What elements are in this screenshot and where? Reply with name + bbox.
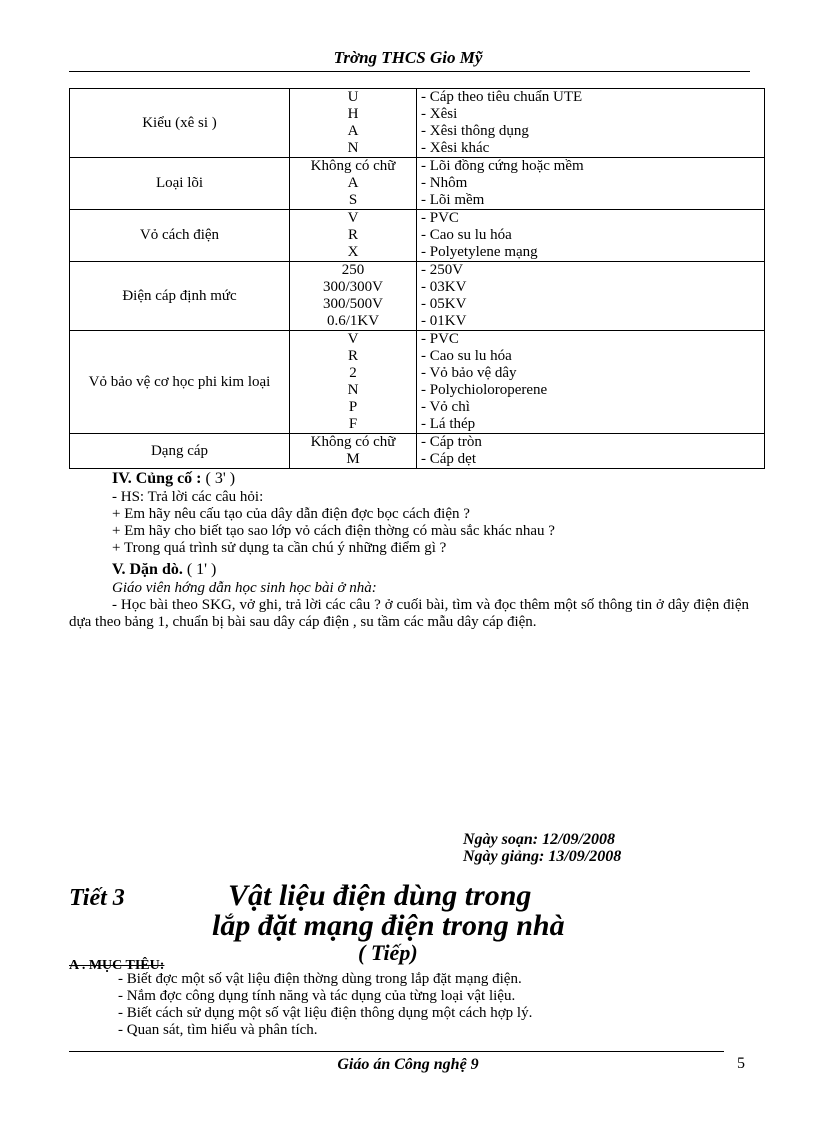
code: A [347, 175, 359, 191]
code: V [347, 210, 359, 226]
code: 250 [341, 262, 365, 278]
row-label: Vỏ bảo vệ cơ học phi kim loại [70, 331, 290, 434]
table-row [70, 262, 765, 331]
meaning: - Cáp dẹt [421, 451, 476, 467]
section-4-time: ( 3' ) [205, 470, 236, 487]
code: N [347, 382, 359, 398]
date-taught: Ngày giảng: 13/09/2008 [463, 848, 622, 865]
code: F [348, 416, 358, 432]
lesson-dates [463, 831, 621, 865]
meaning: - Lõi đồng cứng hoặc mềm [421, 158, 584, 174]
code: 2 [349, 365, 357, 381]
row-meanings [417, 434, 765, 469]
section-5-time: ( 1' ) [186, 561, 217, 578]
code: A [347, 123, 359, 139]
section-4-line: + Em hãy nêu cấu tạo của dây dẫn điện đợc bọc cách điện ? [112, 506, 470, 522]
code: U [347, 89, 359, 105]
table-row [70, 434, 765, 469]
code: R [347, 227, 358, 243]
section-5-paragraph [69, 597, 749, 631]
section-5-title: V. Dặn dò. [112, 561, 183, 578]
row-codes [290, 210, 417, 262]
objective-item: - Biết cách sử dụng một số vật liệu điện thông dụng một cách hợp lý. [118, 1005, 533, 1021]
meaning: - Cáp tròn [421, 434, 482, 450]
lesson-title-line-1: Vật liệu điện dùng trong [228, 879, 532, 912]
section-5-heading [112, 561, 216, 578]
meaning: - Vỏ bảo vệ dây [421, 365, 517, 381]
row-meanings [417, 210, 765, 262]
objective-item: - Nắm đợc công dụng tính năng và tác dụng của từng loại vật liệu. [118, 988, 516, 1004]
page-number: 5 [737, 1055, 745, 1072]
section-5-text: - Học bài theo SKG, vở ghi, trả lời các câu ? ở cuối bài, tìm và đọc thêm một số thông tin ở dây điện điện dựa theo bảng 1, chuẩn bị bài sau dây cáp điện , su tầm các mẫu dây cáp điện. [69, 597, 749, 630]
section-4-line: - HS: Trả lời các câu hỏi: [112, 489, 264, 505]
meaning: - Xêsi [421, 106, 458, 122]
table-row [70, 210, 765, 262]
code: P [348, 399, 358, 415]
code: 300/300V [323, 279, 383, 295]
code: X [347, 244, 359, 260]
row-meanings [417, 331, 765, 434]
row-label: Vỏ cách điện [70, 210, 290, 262]
table-row [70, 89, 765, 158]
meaning: - Nhôm [421, 175, 468, 191]
header-school-name: Trờng THCS Gio Mỹ [333, 48, 483, 67]
code: V [347, 331, 359, 347]
footer-title: Giáo án Công nghệ 9 [337, 1056, 479, 1073]
section-4-line: + Trong quá trình sử dụng ta cần chú ý những điểm gì ? [112, 540, 447, 556]
meaning: - Cáp theo tiêu chuẩn UTE [421, 89, 583, 105]
row-codes [290, 262, 417, 331]
meaning: - Xêsi khác [421, 140, 490, 156]
meaning: - 05KV [421, 296, 467, 312]
meaning: - Cao su lu hóa [421, 348, 512, 364]
row-label: Dạng cáp [70, 434, 290, 469]
meaning: - Polyetylene mạng [421, 244, 538, 260]
meaning: - Lõi mềm [421, 192, 485, 208]
meaning: - PVC [421, 331, 459, 347]
row-meanings [417, 89, 765, 158]
table-row [70, 158, 765, 210]
code: 0.6/1KV [326, 313, 380, 329]
meaning: - Vỏ chì [421, 399, 470, 415]
objectives-heading: A . MỤC TIÊU: [69, 958, 165, 973]
meaning: - Cao su lu hóa [421, 227, 512, 243]
objectives-list [118, 971, 532, 1039]
meaning: - 250V [421, 262, 464, 278]
row-label: Điện cáp định mức [70, 262, 290, 331]
code: Không có chữ [310, 434, 396, 450]
meaning: - Polychioloroperene [421, 382, 548, 398]
objective-item: - Quan sát, tìm hiểu và phân tích. [118, 1022, 318, 1038]
table-row [70, 331, 765, 434]
code: H [347, 106, 359, 122]
cable-code-table [69, 88, 765, 469]
lesson-number: Tiết 3 [69, 885, 125, 911]
meaning: - PVC [421, 210, 459, 226]
lesson-title-line-3: ( Tiếp) [358, 940, 418, 965]
date-prepared: Ngày soạn: 12/09/2008 [463, 831, 615, 848]
row-codes [290, 434, 417, 469]
code: R [347, 348, 358, 364]
code: 300/500V [323, 296, 383, 312]
row-codes [290, 89, 417, 158]
code: Không có chữ [310, 158, 396, 174]
footer-rule [69, 1051, 724, 1052]
row-meanings [417, 158, 765, 210]
header-rule [69, 71, 750, 72]
row-codes [290, 158, 417, 210]
row-meanings [417, 262, 765, 331]
section-5-subtitle: Giáo viên hớng dẫn học sinh học bài ở nhà: [112, 580, 377, 596]
section-4-line: + Em hãy cho biết tạo sao lớp vỏ cách điện thờng có màu sắc khác nhau ? [112, 523, 555, 539]
row-label: Kiểu (xê si ) [70, 89, 290, 158]
lesson-title-line-2: lắp đặt mạng điện trong nhà [212, 909, 565, 942]
meaning: - Lá thép [421, 416, 476, 432]
code: N [347, 140, 359, 156]
objective-item: - Biết đợc một số vật liệu điện thờng dùng trong lắp đặt mạng điện. [118, 971, 522, 987]
meaning: - 01KV [421, 313, 467, 329]
section-4-title: IV. Củng cố : [112, 470, 202, 487]
meaning: - 03KV [421, 279, 467, 295]
code: M [346, 451, 360, 467]
row-codes [290, 331, 417, 434]
meaning: - Xêsi thông dụng [421, 123, 529, 139]
section-4-heading [112, 470, 235, 487]
code: S [348, 192, 358, 208]
row-label: Loại lõi [70, 158, 290, 210]
